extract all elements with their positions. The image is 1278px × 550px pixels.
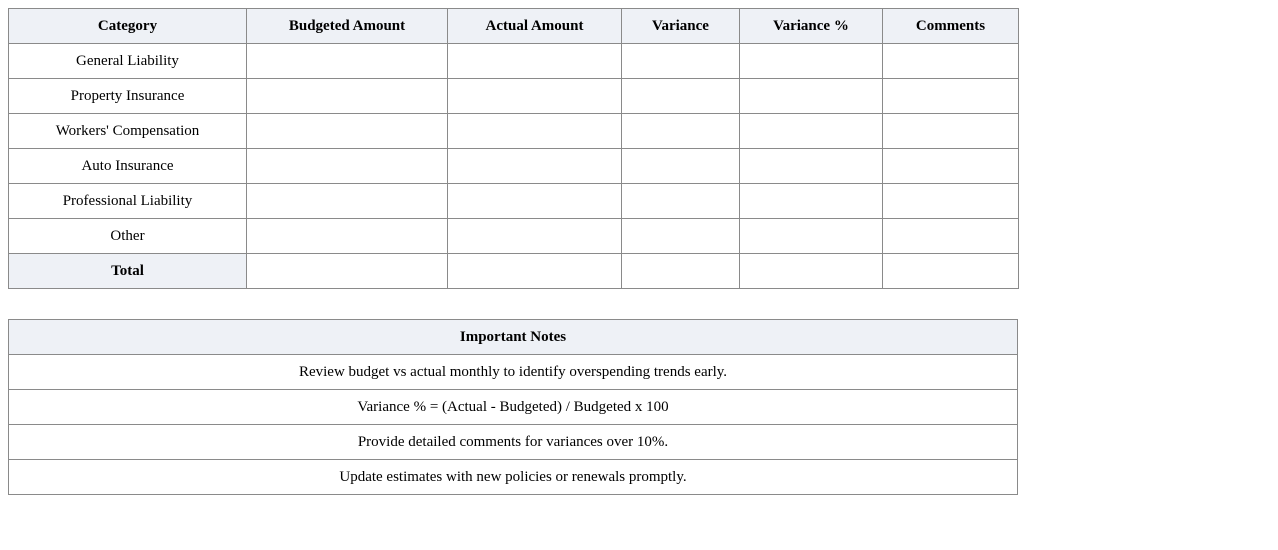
- variance-cell[interactable]: [622, 184, 740, 219]
- actual-amount-cell[interactable]: [448, 184, 622, 219]
- note-item: Variance % = (Actual - Budgeted) / Budgeted x 100: [9, 390, 1018, 425]
- budgeted-amount-cell[interactable]: [247, 114, 448, 149]
- budget-variance-table: [8, 8, 1019, 289]
- table-row: [9, 149, 1019, 184]
- variance-percent-cell[interactable]: [740, 114, 883, 149]
- note-row: [9, 460, 1018, 495]
- comments-cell[interactable]: [883, 79, 1019, 114]
- category-cell: Other: [9, 219, 247, 254]
- variance-percent-cell[interactable]: [740, 219, 883, 254]
- total-actual-cell[interactable]: [448, 254, 622, 289]
- budgeted-amount-cell[interactable]: [247, 149, 448, 184]
- comments-cell[interactable]: [883, 149, 1019, 184]
- variance-cell[interactable]: [622, 79, 740, 114]
- actual-amount-cell[interactable]: [448, 79, 622, 114]
- category-cell: Workers' Compensation: [9, 114, 247, 149]
- actual-amount-cell[interactable]: [448, 114, 622, 149]
- column-header-budgeted-amount: Budgeted Amount: [247, 9, 448, 44]
- actual-amount-cell[interactable]: [448, 44, 622, 79]
- column-header-variance: Variance: [622, 9, 740, 44]
- variance-cell[interactable]: [622, 219, 740, 254]
- variance-percent-cell[interactable]: [740, 44, 883, 79]
- table-row: [9, 79, 1019, 114]
- total-budgeted-cell[interactable]: [247, 254, 448, 289]
- comments-cell[interactable]: [883, 184, 1019, 219]
- budgeted-amount-cell[interactable]: [247, 44, 448, 79]
- variance-cell[interactable]: [622, 44, 740, 79]
- total-variance-cell[interactable]: [622, 254, 740, 289]
- budgeted-amount-cell[interactable]: [247, 184, 448, 219]
- comments-cell[interactable]: [883, 219, 1019, 254]
- actual-amount-cell[interactable]: [448, 219, 622, 254]
- budgeted-amount-cell[interactable]: [247, 219, 448, 254]
- note-row: [9, 425, 1018, 460]
- actual-amount-cell[interactable]: [448, 149, 622, 184]
- variance-percent-cell[interactable]: [740, 184, 883, 219]
- notes-title: Important Notes: [9, 320, 1018, 355]
- total-label: Total: [9, 254, 247, 289]
- variance-cell[interactable]: [622, 114, 740, 149]
- note-row: [9, 390, 1018, 425]
- budgeted-amount-cell[interactable]: [247, 79, 448, 114]
- column-header-category: Category: [9, 9, 247, 44]
- category-cell: Auto Insurance: [9, 149, 247, 184]
- total-variance-percent-cell[interactable]: [740, 254, 883, 289]
- total-row: [9, 254, 1019, 289]
- table-header-row: [9, 9, 1019, 44]
- column-header-actual-amount: Actual Amount: [448, 9, 622, 44]
- variance-percent-cell[interactable]: [740, 149, 883, 184]
- comments-cell[interactable]: [883, 114, 1019, 149]
- table-row: [9, 44, 1019, 79]
- table-row: [9, 184, 1019, 219]
- note-row: [9, 355, 1018, 390]
- category-cell: Professional Liability: [9, 184, 247, 219]
- note-item: Review budget vs actual monthly to identify overspending trends early.: [9, 355, 1018, 390]
- category-cell: Property Insurance: [9, 79, 247, 114]
- column-header-comments: Comments: [883, 9, 1019, 44]
- notes-header-row: [9, 320, 1018, 355]
- total-comments-cell[interactable]: [883, 254, 1019, 289]
- variance-cell[interactable]: [622, 149, 740, 184]
- comments-cell[interactable]: [883, 44, 1019, 79]
- variance-percent-cell[interactable]: [740, 79, 883, 114]
- note-item: Provide detailed comments for variances over 10%.: [9, 425, 1018, 460]
- column-header-variance-percent: Variance %: [740, 9, 883, 44]
- table-row: [9, 114, 1019, 149]
- table-row: [9, 219, 1019, 254]
- important-notes-table: [8, 319, 1018, 495]
- category-cell: General Liability: [9, 44, 247, 79]
- note-item: Update estimates with new policies or renewals promptly.: [9, 460, 1018, 495]
